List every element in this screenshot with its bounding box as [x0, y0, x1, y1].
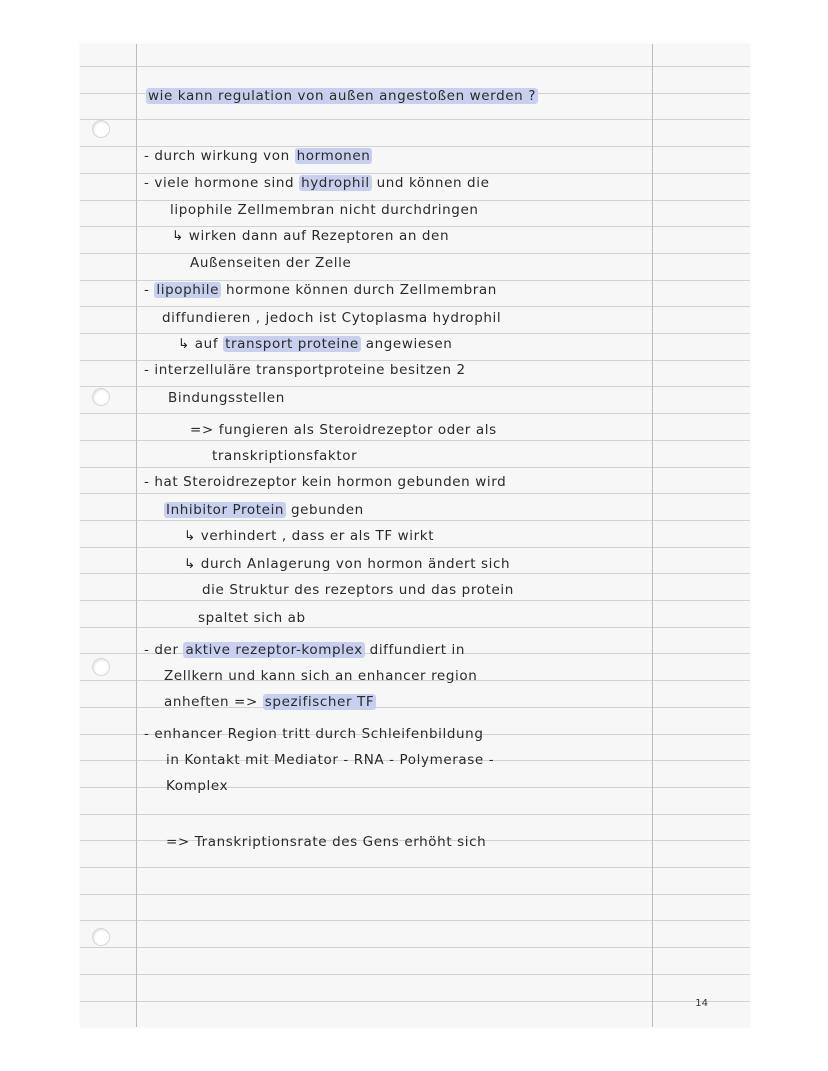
note-line	[80, 662, 750, 688]
note-line	[80, 468, 750, 494]
note-line	[80, 636, 750, 662]
highlighted-text: spezifischer TF	[264, 694, 375, 710]
note-line	[80, 522, 750, 548]
note-text: => Transkriptionsrate des Gens erhöht sich	[166, 834, 487, 850]
note-line	[80, 442, 750, 468]
note-text: ↳ auf	[178, 336, 224, 352]
note-text: hormone können durch Zellmembran	[221, 282, 497, 298]
note-line	[80, 196, 750, 222]
note-text: - viele hormone sind	[144, 175, 300, 191]
note-line	[80, 330, 750, 356]
handwritten-notes	[80, 44, 750, 1027]
note-text: - hat Steroidrezeptor kein hormon gebunden wird	[144, 474, 507, 490]
note-text: Komplex	[166, 778, 229, 794]
note-line	[80, 772, 750, 798]
note-text: => fungieren als Steroidrezeptor oder als	[190, 422, 497, 438]
note-line	[80, 576, 750, 602]
highlighted-text: hydrophil	[301, 175, 370, 191]
highlighted-text: lipophile	[156, 282, 220, 298]
note-line	[80, 496, 750, 522]
note-line	[80, 249, 750, 275]
note-line	[80, 356, 750, 382]
note-line	[80, 142, 750, 168]
note-line	[80, 304, 750, 330]
note-text: lipophile Zellmembran nicht durchdringen	[170, 202, 479, 218]
note-text: -	[144, 282, 155, 298]
note-text: gebunden	[286, 502, 364, 518]
note-text: und können die	[371, 175, 490, 191]
note-text: diffundieren , jedoch ist Cytoplasma hydrophil	[162, 310, 502, 326]
note-text: ↳ verhindert , dass er als TF wirkt	[184, 528, 435, 544]
note-text: angewiesen	[360, 336, 453, 352]
note-text: anheften =>	[164, 694, 263, 710]
note-text: ↳ wirken dann auf Rezeptoren an den	[172, 228, 450, 244]
note-line	[80, 416, 750, 442]
note-line	[80, 746, 750, 772]
note-text: - durch wirkung von	[144, 148, 295, 164]
page-number: 14	[695, 998, 708, 1009]
note-line	[80, 550, 750, 576]
note-text: - interzelluläre transportproteine besitzen 2	[144, 362, 466, 378]
note-text: ↳ durch Anlagerung von hormon ändert sich	[184, 556, 511, 572]
note-line	[80, 604, 750, 630]
highlighted-text: transport proteine	[225, 336, 359, 352]
note-text: Außenseiten der Zelle	[190, 255, 352, 271]
highlighted-text: wie kann regulation von außen angestoßen werden ?	[148, 88, 536, 104]
note-line	[80, 384, 750, 410]
notebook-page	[80, 44, 750, 1027]
note-line	[80, 828, 750, 854]
note-text: diffundiert in	[364, 642, 466, 658]
note-text: spaltet sich ab	[198, 610, 306, 626]
note-line	[80, 82, 750, 108]
highlighted-text: hormonen	[296, 148, 371, 164]
note-text: - der	[144, 642, 184, 658]
note-line	[80, 222, 750, 248]
note-line	[80, 276, 750, 302]
note-text: in Kontakt mit Mediator - RNA - Polymerase -	[166, 752, 495, 768]
note-text: - enhancer Region tritt durch Schleifenbildung	[144, 726, 484, 742]
highlighted-text: Inhibitor Protein	[166, 502, 285, 518]
highlighted-text: aktive rezeptor-komplex	[185, 642, 363, 658]
note-line	[80, 169, 750, 195]
note-text: Zellkern und kann sich an enhancer region	[164, 668, 478, 684]
note-text: die Struktur des rezeptors und das protein	[202, 582, 514, 598]
note-line	[80, 720, 750, 746]
note-text: Bindungsstellen	[168, 390, 285, 406]
note-text: transkriptionsfaktor	[212, 448, 358, 464]
note-line	[80, 688, 750, 714]
